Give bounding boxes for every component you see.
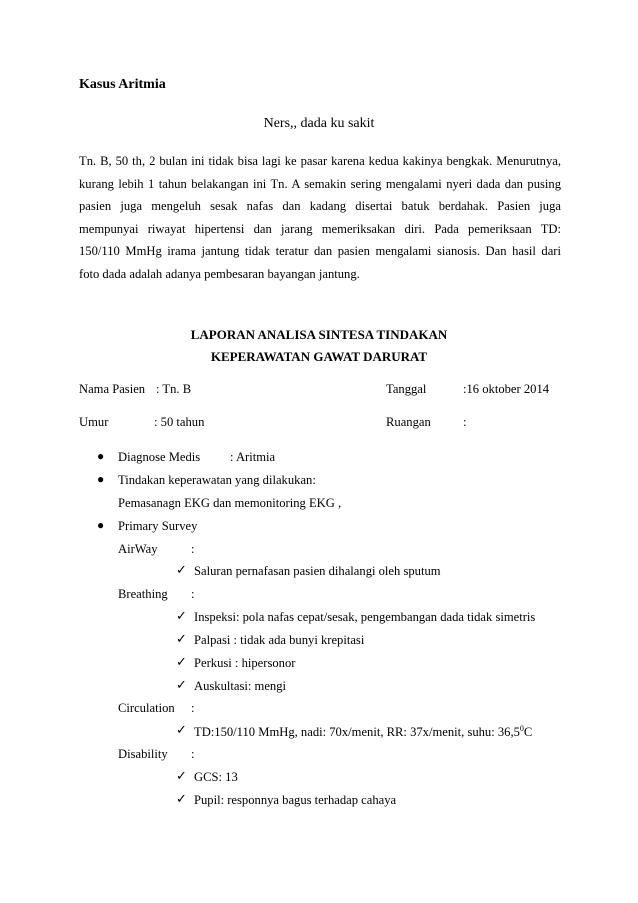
paragraph-line: 150/110 MmHg irama jantung tidak teratur dan pasien mengalami sianosis. Dan hasil dari — [79, 244, 561, 259]
disability-label: Disability — [118, 747, 168, 761]
survey-label: Primary Survey — [118, 519, 198, 533]
diagnosis-value: : Aritmia — [230, 450, 276, 464]
airway-colon: : — [191, 542, 195, 556]
disability-colon: : — [191, 747, 195, 761]
airway-item: Saluran pernafasan pasien dihalangi oleh sputum — [194, 564, 441, 578]
paragraph-line: pasien juga mengeluh sesak nafas dan kadang disertai batuk berdahak. Pasien juga — [79, 199, 561, 214]
action-label: Tindakan keperawatan yang dilakukan: — [118, 473, 316, 487]
circulation-item — [194, 724, 532, 740]
bullet-dot-icon: ● — [97, 472, 105, 486]
action-value: Pemasanagn EKG dan memonitoring EKG , — [118, 496, 342, 510]
checkmark-icon: ✓ — [176, 609, 187, 624]
case-subtitle: Ners,, dada ku sakit — [263, 116, 375, 131]
paragraph-line: mempunyai riwayat hipertensi dan jarang memeriksakan diri. Pada pemeriksaan TD: — [79, 221, 561, 236]
breathing-label: Breathing — [118, 587, 168, 601]
breathing-item: Palpasi : tidak ada bunyi krepitasi — [194, 633, 365, 647]
checkmark-icon: ✓ — [176, 632, 187, 647]
circulation-item-unit: C — [523, 725, 533, 740]
report-heading-2: KEPERAWATAN GAWAT DARURAT — [210, 349, 428, 364]
patient-name-label: Nama Pasien — [79, 382, 146, 396]
paragraph-line: foto dada adalah adanya pembesaran bayangan jantung. — [79, 266, 360, 281]
paragraph-line: Tn. B, 50 th, 2 bulan ini tidak bisa lagi ke pasar karena kedua kakinya bengkak. Menurutnya, — [79, 154, 561, 168]
checkmark-icon: ✓ — [176, 723, 187, 738]
age-label: Umur — [79, 415, 109, 429]
date-value: :16 oktober 2014 — [463, 382, 550, 396]
circulation-label: Circulation — [118, 701, 175, 715]
disability-item: Pupil: responnya bagus terhadap cahaya — [194, 793, 397, 807]
case-paragraph — [79, 150, 561, 286]
bullet-dot-icon: ● — [97, 518, 105, 532]
patient-name-value: : Tn. B — [156, 382, 192, 396]
breathing-colon: : — [191, 587, 195, 601]
room-label: Ruangan — [386, 415, 431, 429]
checkmark-icon: ✓ — [176, 769, 187, 784]
case-title: Kasus Aritmia — [79, 77, 166, 92]
date-label: Tanggal — [386, 382, 427, 396]
checkmark-icon: ✓ — [176, 563, 187, 578]
checkmark-icon: ✓ — [176, 792, 187, 807]
paragraph-line: kurang lebih 1 tahun belakangan ini Tn. A semakin sering mengalami nyeri dada dan pusing — [79, 176, 561, 191]
circulation-colon: : — [191, 701, 195, 715]
breathing-item: Auskultasi: mengi — [194, 679, 286, 693]
age-value: : 50 tahun — [154, 415, 205, 429]
circulation-item-text: TD:150/110 MmHg, nadi: 70x/menit, RR: 37x/menit, suhu: 36,5 — [194, 725, 520, 740]
disability-item: GCS: 13 — [194, 770, 238, 784]
checkmark-icon: ✓ — [176, 655, 187, 670]
bullet-dot-icon: ● — [97, 449, 105, 463]
breathing-item: Inspeksi: pola nafas cepat/sesak, pengembangan dada tidak simetris — [194, 610, 536, 624]
breathing-item: Perkusi : hipersonor — [194, 656, 296, 670]
room-value: : — [463, 415, 467, 429]
airway-label: AirWay — [118, 542, 158, 556]
checkmark-icon: ✓ — [176, 678, 187, 693]
diagnosis-label: Diagnose Medis — [118, 450, 201, 464]
degree-superscript: 0 — [519, 724, 524, 733]
report-heading-1: LAPORAN ANALISA SINTESA TINDAKAN — [190, 327, 448, 342]
